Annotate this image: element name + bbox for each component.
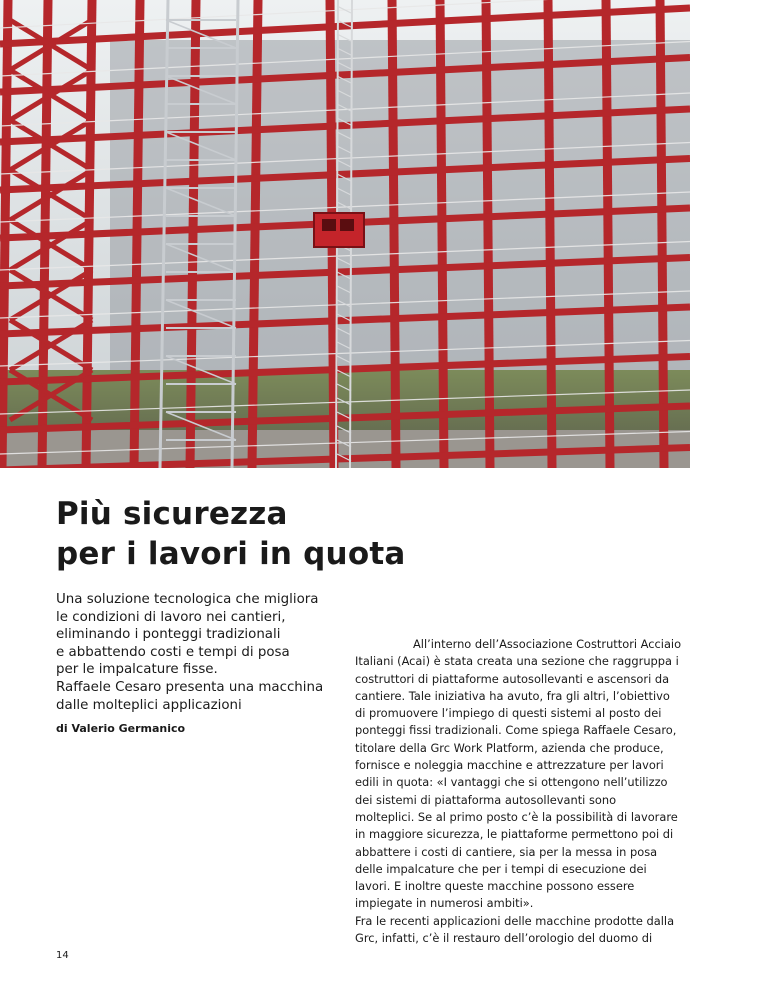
steel-column	[252, 0, 258, 468]
body-line: lavori. E inoltre queste macchine possono essere	[355, 879, 635, 894]
lead-line: Una soluzione tecnologica che migliora	[56, 592, 319, 607]
body-line: cantiere. Tale iniziativa ha avuto, fra gli altri, l’obiettivo	[355, 688, 670, 703]
steel-column	[660, 0, 664, 468]
lead-line: per le impalcature fisse.	[56, 662, 218, 678]
body-line: Italiani (Acai) è stata creata una sezione che raggruppa i	[355, 654, 679, 669]
construction-photo	[0, 0, 690, 468]
body-line: delle impalcature che per i tempi di esecuzione dei	[355, 861, 647, 876]
body-line: titolare della Grc Work Platform, azienda che produce,	[355, 740, 664, 755]
lead-line: e abbattendo costi e tempi di posa	[56, 644, 290, 660]
body-line: molteplici. Se al primo posto c’è la possibilità di lavorare	[355, 809, 678, 824]
body-line: costruttori di piattaforme autosollevanti e ascensori da	[355, 671, 670, 686]
steel-column	[606, 0, 610, 468]
lead-line: eliminando i ponteggi tradizionali	[56, 627, 281, 643]
body-line: in maggiore sicurezza, le piattaforme permettono poi di	[355, 827, 674, 842]
body-line: Fra le recenti applicazioni delle macchine prodotte dalla	[355, 913, 675, 928]
body-line: fornisce e noleggia macchine e attrezzature per lavori	[355, 758, 664, 773]
body-line: dei sistemi di piattaforma autosollevanti sono	[355, 792, 617, 807]
title-line: per i lavori in quota	[56, 536, 406, 572]
body-line: All’interno dell’Associazione Costruttori Acciaio	[413, 637, 682, 651]
page-number: 14	[56, 950, 69, 961]
article-title	[56, 494, 405, 574]
body-line: impiegate in numerosi ambiti».	[355, 896, 534, 911]
byline: di Valerio Germanico	[56, 722, 186, 735]
article-body	[355, 636, 701, 947]
body-line: di promuovere l’impiego di questi sistemi al posto dei	[355, 706, 662, 721]
body-line: abbattere i costi di cantiere, sia per la messa in posa	[355, 844, 658, 859]
body-line: Grc, infatti, c’è il restauro dell’orologio del duomo di	[355, 931, 653, 946]
title-line: Più sicurezza	[56, 496, 288, 532]
lead-line: Raffaele Cesaro presenta una macchina	[56, 679, 324, 695]
body-line: edili in quota: «I vantaggi che si ottengono nell’utilizzo	[355, 775, 668, 790]
body-line: ponteggi fissi tradizionali. Come spiega Raffaele Cesaro,	[355, 723, 677, 738]
lead-line: dalle molteplici applicazioni	[56, 697, 242, 713]
article-lead	[56, 591, 346, 714]
steel-column	[548, 0, 552, 468]
steel-column	[190, 0, 196, 468]
lead-line: le condizioni di lavoro nei cantieri,	[56, 609, 286, 625]
steel-column	[2, 0, 8, 468]
